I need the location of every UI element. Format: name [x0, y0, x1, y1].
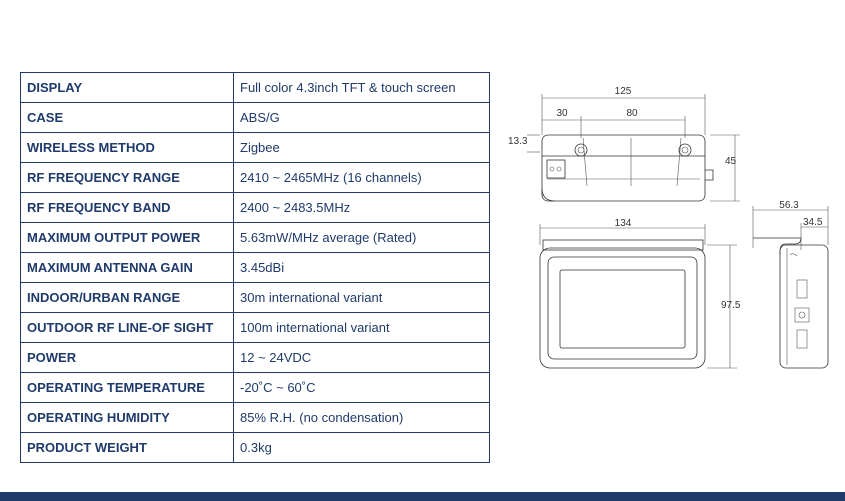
spec-value: 12 ~ 24VDC: [234, 343, 490, 373]
spec-label: PRODUCT WEIGHT: [21, 433, 234, 463]
spec-row: [21, 403, 490, 433]
spec-value: 30m international variant: [234, 283, 490, 313]
spec-label: DISPLAY: [21, 73, 234, 103]
spec-value: 2410 ~ 2465MHz (16 channels): [234, 163, 490, 193]
spec-label: POWER: [21, 343, 234, 373]
spec-row: [21, 73, 490, 103]
dim-front-height: 97.5: [721, 300, 741, 311]
spec-label: OPERATING TEMPERATURE: [21, 373, 234, 403]
spec-row: [21, 313, 490, 343]
spec-table: [20, 72, 490, 463]
dim-side-partial: 34.5: [803, 217, 823, 228]
spec-label: CASE: [21, 103, 234, 133]
footer-bar: [0, 492, 845, 501]
dim-top-width: 125: [614, 86, 632, 97]
dimension-drawings: [495, 80, 840, 380]
spec-label: MAXIMUM ANTENNA GAIN: [21, 253, 234, 283]
spec-label: RF FREQUENCY RANGE: [21, 163, 234, 193]
spec-row: [21, 343, 490, 373]
dim-top-left: 30: [556, 108, 568, 119]
spec-value: 100m international variant: [234, 313, 490, 343]
side-view-drawing: [753, 200, 828, 368]
dim-side-total: 56.3: [779, 200, 799, 211]
spec-row: [21, 433, 490, 463]
spec-row: [21, 133, 490, 163]
spec-value: -20˚C ~ 60˚C: [234, 373, 490, 403]
front-view-drawing: [540, 218, 741, 368]
spec-label: OUTDOOR RF LINE-OF SIGHT: [21, 313, 234, 343]
spec-value: Full color 4.3inch TFT & touch screen: [234, 73, 490, 103]
spec-label: WIRELESS METHOD: [21, 133, 234, 163]
spec-row: [21, 163, 490, 193]
dim-top-depth: 45: [725, 156, 737, 167]
spec-row: [21, 283, 490, 313]
top-view-drawing: [508, 86, 740, 201]
dim-top-height-small: 13.3: [508, 136, 528, 147]
spec-label: INDOOR/URBAN RANGE: [21, 283, 234, 313]
spec-value: 2400 ~ 2483.5MHz: [234, 193, 490, 223]
spec-row: [21, 373, 490, 403]
spec-value: Zigbee: [234, 133, 490, 163]
spec-table-body: [21, 73, 490, 463]
dim-front-width: 134: [614, 218, 632, 229]
spec-row: [21, 253, 490, 283]
spec-value: 85% R.H. (no condensation): [234, 403, 490, 433]
spec-value: ABS/G: [234, 103, 490, 133]
spec-row: [21, 103, 490, 133]
spec-value: 0.3kg: [234, 433, 490, 463]
spec-label: RF FREQUENCY BAND: [21, 193, 234, 223]
spec-row: [21, 193, 490, 223]
dim-top-right: 80: [626, 108, 638, 119]
spec-label: MAXIMUM OUTPUT POWER: [21, 223, 234, 253]
spec-label: OPERATING HUMIDITY: [21, 403, 234, 433]
spec-value: 3.45dBi: [234, 253, 490, 283]
spec-value: 5.63mW/MHz average (Rated): [234, 223, 490, 253]
spec-row: [21, 223, 490, 253]
